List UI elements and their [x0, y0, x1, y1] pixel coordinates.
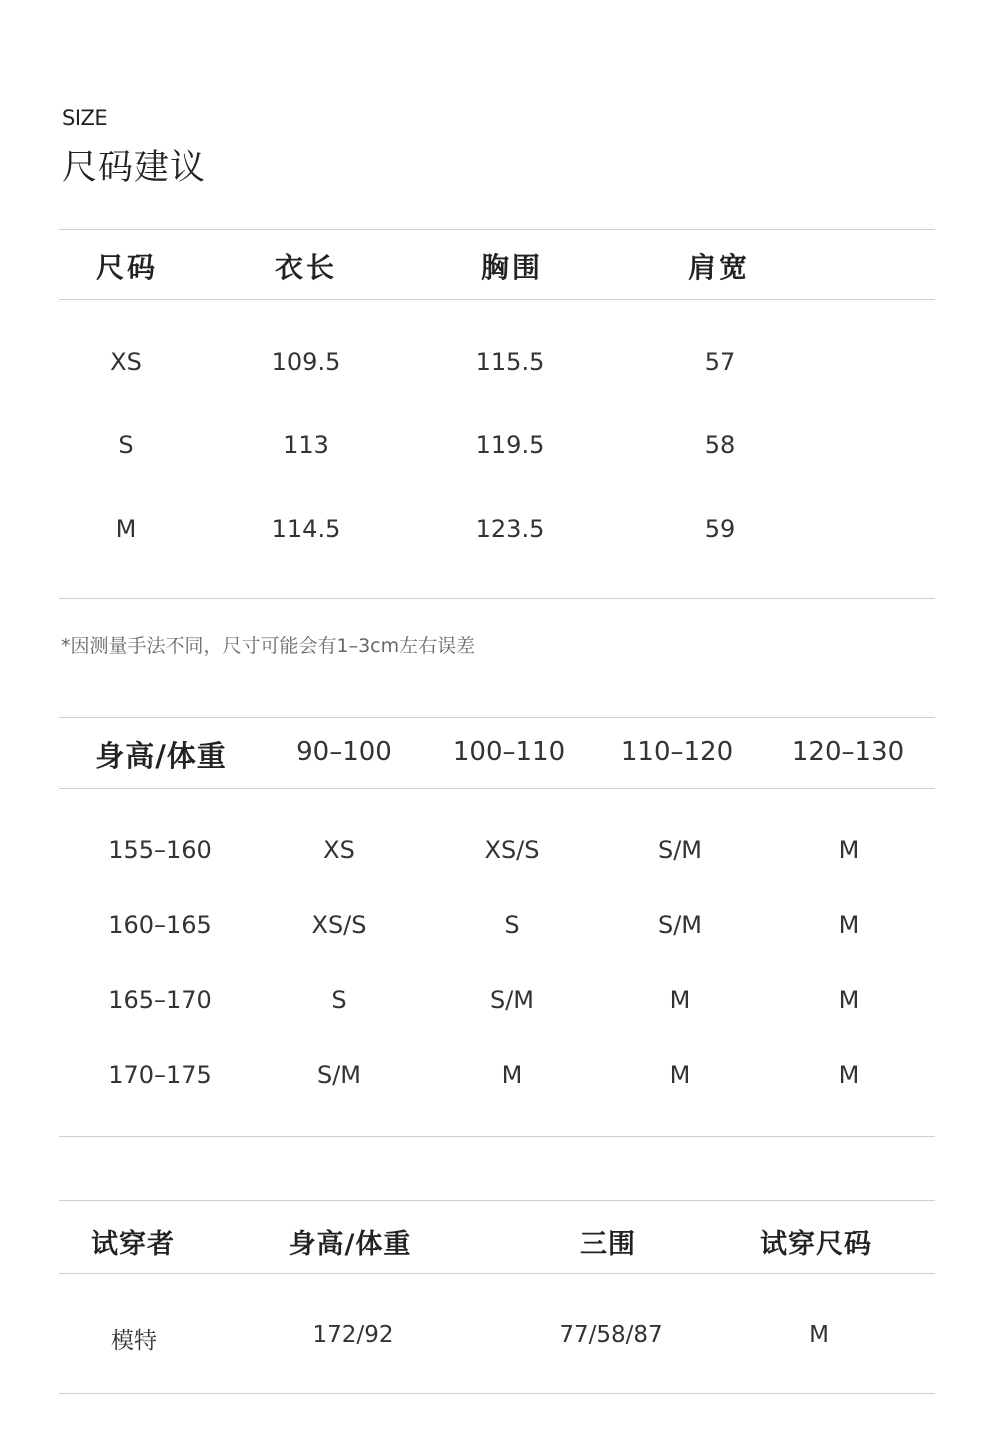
recommend-header-height-weight: 身高/体重 [95, 739, 227, 773]
table-cell: S [118, 431, 134, 459]
table-cell: M [838, 911, 860, 939]
table-cell: 172/92 [312, 1322, 394, 1348]
table-cell: XS/S [311, 911, 367, 939]
table-cell: 114.5 [271, 515, 341, 543]
table-cell: XS/S [484, 836, 540, 864]
table-cell: 模特 [111, 1328, 157, 1354]
table-cell: XS [110, 348, 142, 376]
table-divider [59, 1393, 935, 1394]
table-cell: 59 [704, 515, 736, 543]
table-cell: 123.5 [475, 515, 545, 543]
table-cell: 77/58/87 [559, 1322, 663, 1348]
table-cell: S [331, 986, 347, 1014]
table-cell: M [838, 986, 860, 1014]
table-cell: S/M [316, 1061, 362, 1089]
table-cell: 170–175 [108, 1061, 212, 1089]
table-cell: M [669, 1061, 691, 1089]
model-header-measurements: 三围 [580, 1229, 636, 1260]
size-header-chest: 胸围 [480, 251, 544, 284]
table-divider [59, 1200, 935, 1201]
table-cell: S/M [657, 836, 703, 864]
table-divider [59, 788, 935, 789]
table-divider [59, 1273, 935, 1274]
table-cell: 58 [704, 431, 736, 459]
table-cell: 160–165 [108, 911, 212, 939]
recommend-header-weight: 90–100 [296, 737, 392, 767]
size-header-size: 尺码 [95, 251, 159, 284]
table-divider [59, 717, 935, 718]
model-header-height-weight: 身高/体重 [288, 1229, 412, 1260]
recommend-header-weight: 100–110 [452, 737, 566, 767]
model-header-fit-size: 试穿尺码 [760, 1229, 872, 1260]
table-cell: M [501, 1061, 523, 1089]
table-divider [59, 299, 935, 300]
size-label: SIZE [62, 106, 108, 130]
table-cell: 113 [283, 431, 329, 459]
page-title: 尺码建议 [62, 148, 207, 188]
recommend-header-weight: 120–130 [791, 737, 905, 767]
table-cell: S/M [657, 911, 703, 939]
table-divider [59, 229, 935, 230]
table-cell: XS [323, 836, 355, 864]
table-cell: 165–170 [108, 986, 212, 1014]
table-cell: 109.5 [271, 348, 341, 376]
table-cell: 57 [704, 348, 736, 376]
measurement-note: *因测量手法不同，尺寸可能会有1–3cm左右误差 [61, 635, 476, 657]
size-header-length: 衣长 [274, 251, 338, 284]
model-header-wearer: 试穿者 [91, 1229, 175, 1260]
table-cell: 155–160 [108, 836, 212, 864]
recommend-header-weight: 110–120 [620, 737, 734, 767]
table-divider [59, 598, 935, 599]
table-cell: 119.5 [475, 431, 545, 459]
table-cell: M [838, 836, 860, 864]
table-cell: S/M [489, 986, 535, 1014]
table-divider [59, 1136, 935, 1137]
table-cell: M [838, 1061, 860, 1089]
table-cell: 115.5 [475, 348, 545, 376]
table-cell: S [504, 911, 520, 939]
table-cell: M [809, 1322, 829, 1348]
table-cell: M [669, 986, 691, 1014]
table-cell: M [115, 515, 137, 543]
size-header-shoulder: 肩宽 [687, 251, 751, 284]
